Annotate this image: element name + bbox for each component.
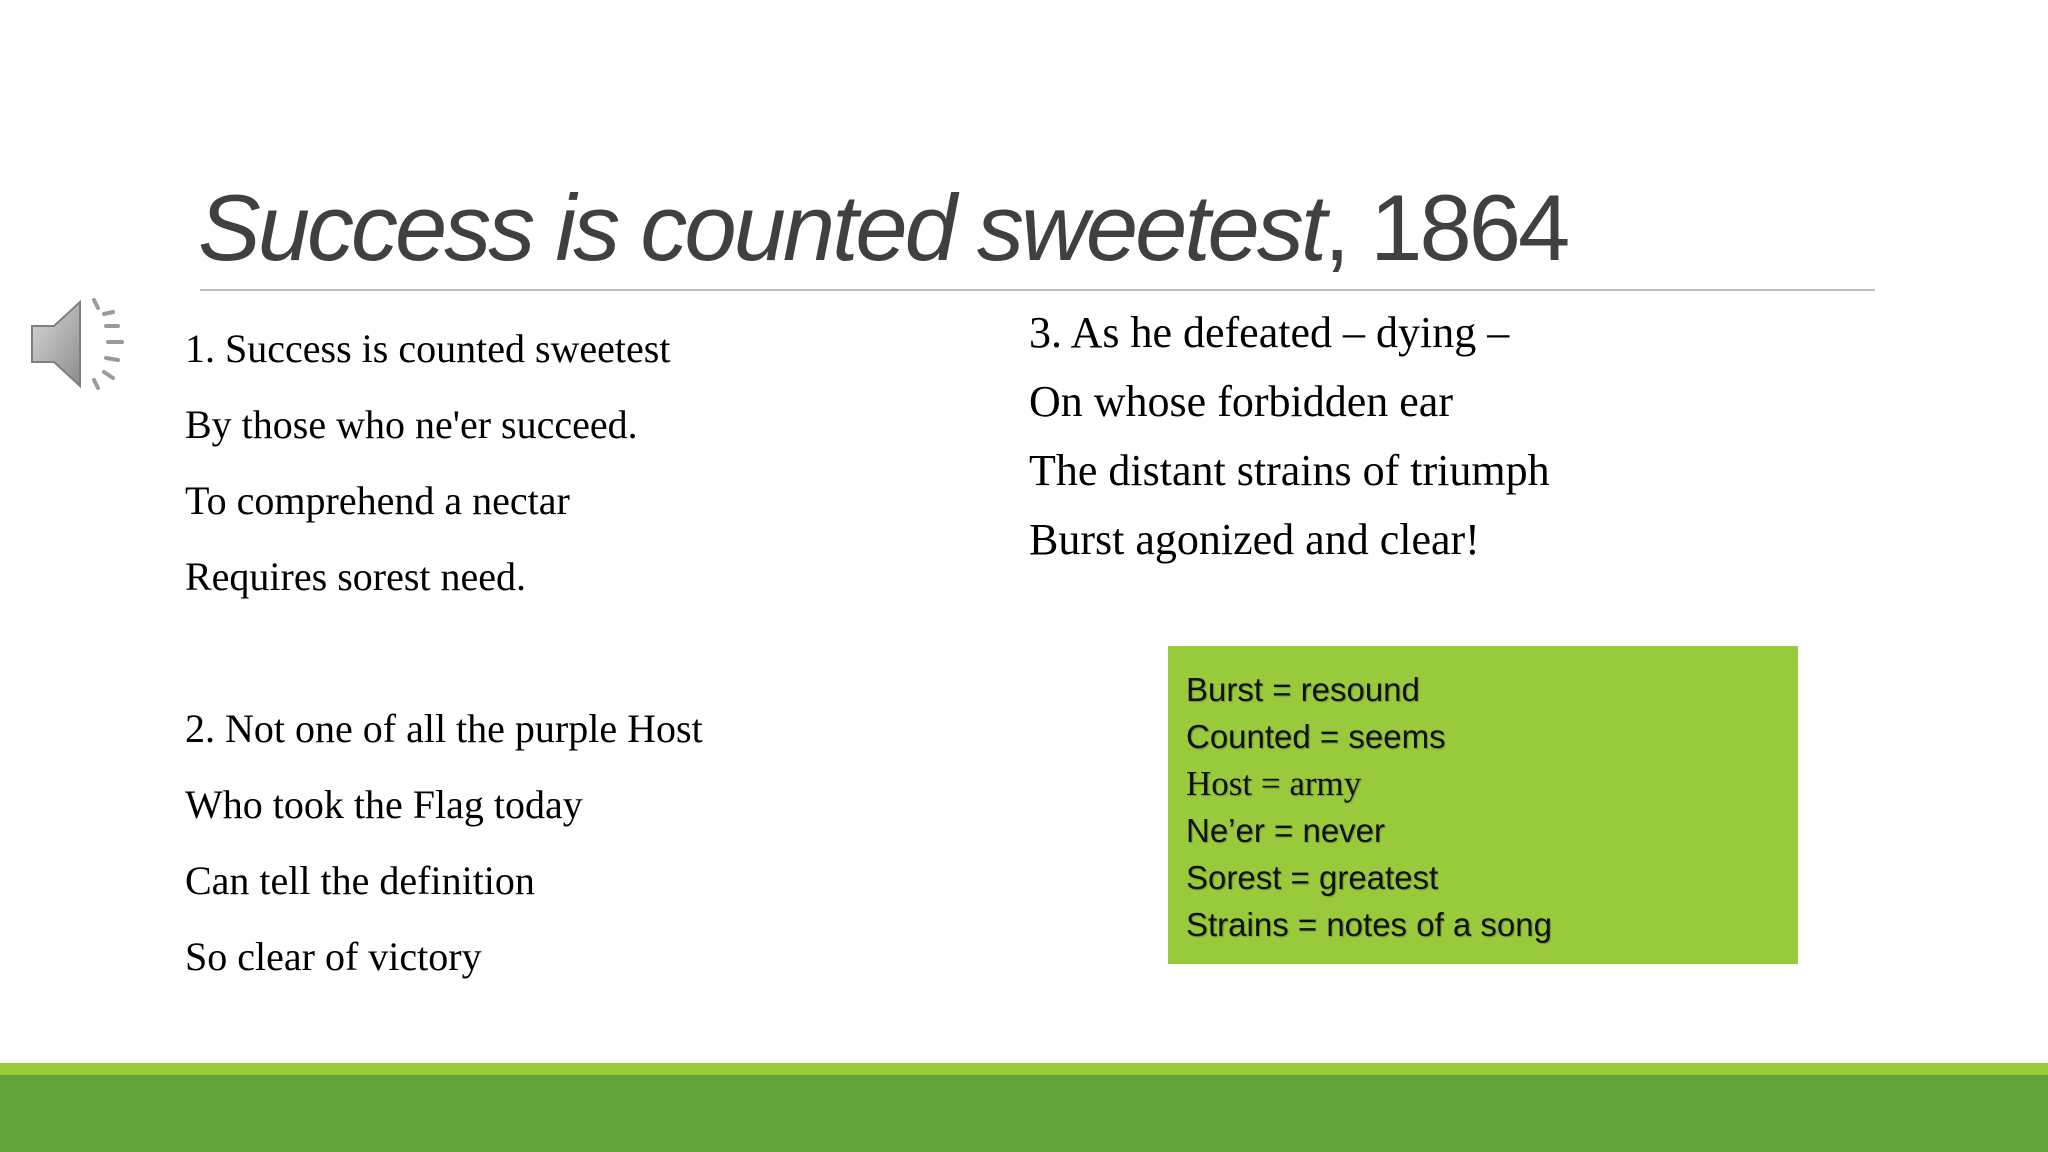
stanza-line: Requires sorest need. (185, 554, 527, 599)
stanza-line: So clear of victory (185, 934, 482, 979)
stanza-line: Who took the Flag today (185, 782, 583, 827)
glossary-box (1168, 646, 1798, 964)
slide-title (198, 168, 1567, 288)
stanza-3 (1029, 298, 1550, 574)
stanza-line: The distant strains of triumph (1029, 446, 1550, 495)
stanza-line: 2. Not one of all the purple Host (185, 706, 703, 751)
stanza-line: 1. Success is counted sweetest (185, 326, 671, 371)
stanza-line: Burst agonized and clear! (1029, 515, 1480, 564)
glossary-item: Burst = resound (1186, 671, 1420, 708)
footer-accent-stripe (0, 1063, 2048, 1075)
glossary-item: Counted = seems (1186, 718, 1446, 755)
glossary-item: Ne’er = never (1186, 812, 1386, 849)
title-poem-name: Success is counted sweetest (198, 175, 1324, 280)
stanza-2 (185, 691, 703, 995)
glossary-item: Host = army (1186, 764, 1362, 803)
stanza-line: 3. As he defeated – dying – (1029, 308, 1510, 357)
glossary-item: Sorest = greatest (1186, 859, 1439, 896)
title-divider (200, 289, 1875, 291)
speaker-icon[interactable] (28, 292, 132, 396)
stanza-line: To comprehend a nectar (185, 478, 570, 523)
stanza-line: On whose forbidden ear (1029, 377, 1453, 426)
glossary-item: Strains = notes of a song (1186, 906, 1552, 943)
stanza-line: Can tell the definition (185, 858, 535, 903)
stanza-line: By those who ne'er succeed. (185, 402, 638, 447)
title-year: , 1864 (1323, 175, 1568, 280)
speaker-icon-graphic (28, 292, 132, 396)
footer-bar (0, 1075, 2048, 1152)
stanza-1 (185, 311, 670, 615)
